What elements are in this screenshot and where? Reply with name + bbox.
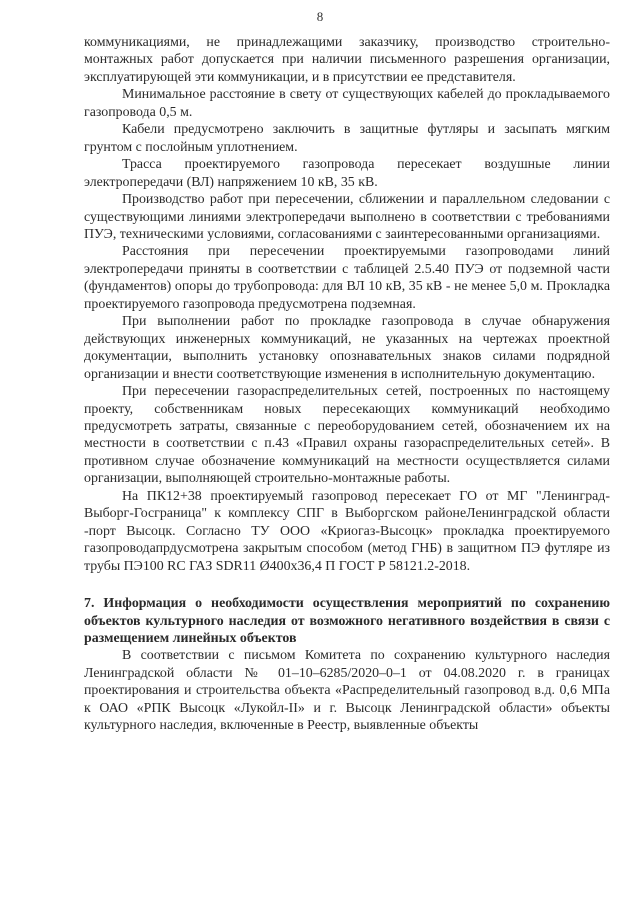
paragraph-7: При выполнении работ по прокладке газопровода в случае обнаружения действующих инженерных коммуникаций, не указанных на чертежах проектной документации, выполнить установку опознавательных знаков силами подрядной организации и внести соответствующие изменения в исполнительную документацию. <box>84 314 610 382</box>
paragraph-4: Трасса проектируемого газопровода пересекает воздушные линии электропередачи (ВЛ) напряжением 10 кВ, 35 кВ. <box>84 157 610 190</box>
section-paragraph-1: В соответствии с письмом Комитета по сохранению культурного наследия Ленинградской области № 01–10–6285/2020–0–1 от 04.08.2020 г. в границах проектирования и строительства объекта «Распределительный газопровод в.д. 0,6 МПа к ОАО «РПК Высоцк «Лукойл-II» и г. Высоцк Ленинградской области» объекты культурного наследия, включенные в Реестр, выявленные объекты <box>84 648 610 734</box>
paragraph-1: коммуникациями, не принадлежащими заказчику, производство строительно-монтажных работ допускается при наличии письменного разрешения организации, эксплуатирующей эти коммуникации, и в присутствии ее представителя. <box>84 35 610 85</box>
page-number: 8 <box>316 9 324 24</box>
paragraph-9: На ПК12+38 проектируемый газопровод пересекает ГО от МГ "Ленинград-Выборг-Госграница" к комплексу СПГ в Выборгском районеЛенинградской области -порт Высоцк. Согласно ТУ ООО «Криогаз-Высоцк» прокладка проектируемого газопроводапрдусмотрена закрытым способом (метод ГНБ) в защитном ПЭ футляре из трубы ПЭ100 RC ГАЗ SDR11 Ø400х36,4 П ГОСТ Р 58121.2-2018. <box>84 488 610 574</box>
paragraph-2: Минимальное расстояние в свету от существующих кабелей до прокладываемого газопровода 0,5 м. <box>84 87 610 120</box>
paragraph-6: Расстояния при пересечении проектируемыми газопроводами линий электропередачи приняты в соответствии с таблицей 2.5.40 ПУЭ от подземной части (фундаментов) опоры до трубопровода: для ВЛ 10 кВ, 35 кВ - не менее 5,0 м. Прокладка проектируемого газопровода предусмотрена подземная. <box>84 244 610 312</box>
paragraph-8: При пересечении газораспределительных сетей, построенных по настоящему проекту, собственникам новых пересекающих коммуникаций необходимо предусмотреть затраты, связанные с переоборудованием сетей, обозначением их на местности в соответствии с п.43 «Правил охраны газораспределительных сетей». В противном случае обозначение коммуникаций на местности осуществляется силами организации, выполняющей строительно-монтажные работы. <box>84 384 610 487</box>
section-spacer <box>84 575 610 595</box>
paragraph-5: Производство работ при пересечении, сближении и параллельном следовании с существующими линиями электропередачи выполнено в соответствии с требованиями ПУЭ, техническими условиями, согласованиями с заинтересованными организациями. <box>84 192 610 242</box>
section-heading: 7. Информация о необходимости осуществления мероприятий по сохранению объектов культурного наследия от возможного негативного воздействия в связи с размещением линейных объектов <box>84 596 610 646</box>
document-body <box>84 34 610 735</box>
paragraph-3: Кабели предусмотрено заключить в защитные футляры и засыпать мягким грунтом с послойным уплотнением. <box>84 122 610 155</box>
